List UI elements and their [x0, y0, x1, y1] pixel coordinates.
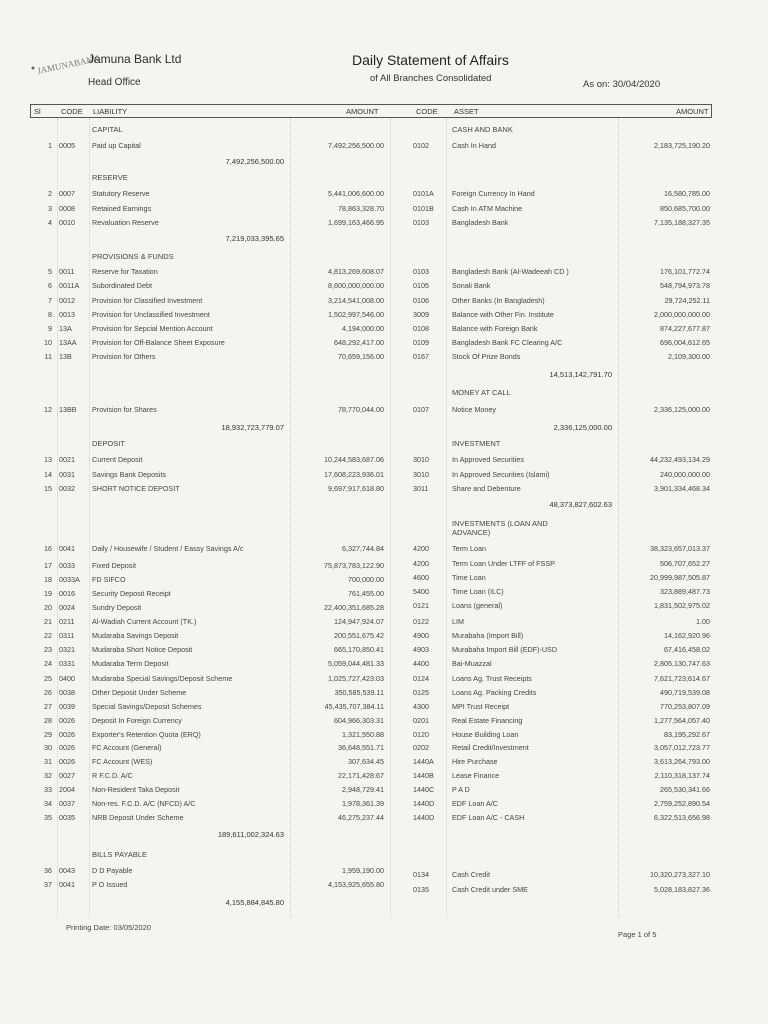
liability-code: 0400 — [59, 674, 75, 683]
asset-code: 0120 — [413, 730, 429, 739]
liability-name: FD SIFCO — [92, 575, 126, 584]
asset-code: 0103 — [413, 218, 429, 227]
asset-code: 4600 — [413, 573, 429, 582]
asset-subtotal: 48,373,827,602.63 — [549, 500, 612, 509]
asset-code: 0135 — [413, 885, 429, 894]
liability-amount: 9,697,917,618.80 — [328, 484, 384, 493]
liability-amount: 6,327,744.84 — [342, 544, 384, 553]
liability-code: 0011 — [59, 267, 75, 276]
asset-amount: 29,724,252.11 — [664, 296, 710, 305]
asset-code: 0122 — [413, 617, 429, 626]
liability-code: 0010 — [59, 218, 75, 227]
asset-amount: 2,110,318,137.74 — [654, 771, 710, 780]
liability-code: 0026 — [59, 716, 75, 725]
liability-sl: 12 — [44, 405, 52, 414]
liability-code: 0037 — [59, 799, 75, 808]
asset-name: Loans (general) — [452, 601, 503, 610]
asset-code: 3010 — [413, 455, 429, 464]
liability-sl: 15 — [44, 484, 52, 493]
asset-name: MPI Trust Receipt — [452, 702, 510, 711]
asset-name: House Building Loan — [452, 730, 519, 739]
liability-code: 0043 — [59, 866, 75, 875]
liability-section-heading: DEPOSIT — [92, 439, 125, 448]
col-asset: ASSET — [454, 107, 479, 116]
liability-sl: 18 — [44, 575, 52, 584]
asset-amount: 3,613,264,793.00 — [654, 757, 710, 766]
liability-sl: 37 — [44, 880, 52, 889]
liability-subtotal: 7,219,033,395.65 — [225, 234, 284, 243]
asset-name: Cash Credit — [452, 870, 490, 879]
liability-code: 0033 — [59, 561, 75, 570]
liability-section-heading: CAPITAL — [92, 125, 123, 134]
liability-code: 13A — [59, 324, 72, 333]
asset-code: 0202 — [413, 743, 429, 752]
liability-code: 0032 — [59, 484, 75, 493]
asset-amount: 7,135,188,327.35 — [654, 218, 710, 227]
liability-amount: 2,948,729.41 — [342, 785, 384, 794]
liability-code: 0013 — [59, 310, 75, 319]
col-code-asset: CODE — [416, 107, 438, 116]
page-subtitle: of All Branches Consolidated — [370, 73, 492, 84]
asset-amount: 1.00 — [696, 617, 710, 626]
liability-sl: 3 — [48, 204, 52, 213]
column-divider — [290, 118, 291, 918]
asset-code: 0107 — [413, 405, 429, 414]
liability-name: Exporter's Retention Quota (ERQ) — [92, 730, 201, 739]
svg-text:JAMUNABANK: JAMUNABANK — [36, 53, 101, 76]
liability-amount: 7,492,256,500.00 — [328, 141, 384, 150]
liability-amount: 78,863,328.70 — [338, 204, 384, 213]
asset-amount: 770,253,807.09 — [660, 702, 710, 711]
liability-code: 0041 — [59, 880, 75, 889]
asset-name: Sonali Bank — [452, 281, 491, 290]
col-amount: AMOUNT — [346, 107, 379, 116]
asset-name: Murabaha (Import Bill) — [452, 631, 524, 640]
liability-sl: 27 — [44, 702, 52, 711]
asset-name: Cash Credit under SME — [452, 885, 528, 894]
liability-name: Al-Wadiah Current Account (TK.) — [92, 617, 197, 626]
asset-amount: 2,759,252,890.54 — [654, 799, 710, 808]
asset-name: Balance with Other Fin. Institute — [452, 310, 554, 319]
liability-subtotal: 4,155,884,845.80 — [225, 898, 284, 907]
liability-code: 0027 — [59, 771, 75, 780]
asset-amount: 506,707,652.27 — [660, 559, 710, 568]
liability-amount: 75,873,783,122.90 — [324, 561, 384, 570]
asset-amount: 240,000,000.00 — [660, 470, 710, 479]
liability-code: 0038 — [59, 688, 75, 697]
liability-sl: 20 — [44, 603, 52, 612]
liability-name: Deposit In Foreign Currency — [92, 716, 182, 725]
liability-sl: 8 — [48, 310, 52, 319]
liability-code: 0005 — [59, 141, 75, 150]
asset-amount: 83,195,292.67 — [664, 730, 710, 739]
asset-amount: 3,901,334,468.34 — [654, 484, 710, 493]
asset-name: Bangladesh Bank FC Clearing A/C — [452, 338, 563, 347]
liability-sl: 6 — [48, 281, 52, 290]
liability-sl: 36 — [44, 866, 52, 875]
liability-name: Mudaraba Short Notice Deposit — [92, 645, 193, 654]
asset-amount: 176,101,772.74 — [660, 267, 710, 276]
liability-section-heading: RESERVE — [92, 173, 128, 182]
liability-amount: 10,244,583,687.06 — [324, 455, 384, 464]
liability-sl: 16 — [44, 544, 52, 553]
liability-amount: 4,813,269,608.07 — [328, 267, 384, 276]
liability-sl: 26 — [44, 688, 52, 697]
liability-name: Retained Earnings — [92, 204, 152, 213]
asset-name: In Approved Securities — [452, 455, 524, 464]
asset-name: Stock Of Prize Bonds — [452, 352, 521, 361]
asset-amount: 20,999,987,505.87 — [650, 573, 710, 582]
liability-sl: 28 — [44, 716, 52, 725]
liability-name: Current Deposit — [92, 455, 143, 464]
liability-name: Provision for Others — [92, 352, 156, 361]
asset-name: EDF Loan A/C - CASH — [452, 813, 525, 822]
liability-code: 0331 — [59, 659, 75, 668]
asset-code: 4200 — [413, 544, 429, 553]
liability-sl: 14 — [44, 470, 52, 479]
liability-name: Security Deposit Receipt — [92, 589, 171, 598]
asset-name: Hire Purchase — [452, 757, 498, 766]
asset-name: Lease Finance — [452, 771, 500, 780]
liability-name: P O Issued — [92, 880, 128, 889]
liability-amount: 1,321,550.88 — [342, 730, 384, 739]
printing-date: Printing Date: 03/05/2020 — [66, 923, 152, 932]
liability-sl: 1 — [48, 141, 52, 150]
liability-section-heading: BILLS PAYABLE — [92, 850, 148, 859]
asset-code: 0105 — [413, 281, 429, 290]
asset-amount: 2,183,725,190.20 — [654, 141, 710, 150]
liability-amount: 46,275,237.44 — [338, 813, 384, 822]
asset-code: 3011 — [413, 484, 429, 493]
liability-amount: 5,441,006,600.00 — [328, 189, 384, 198]
liability-name: NRB Deposit Under Scheme — [92, 813, 184, 822]
liability-name: Provision for Classified Investment — [92, 296, 203, 305]
liability-sl: 4 — [48, 218, 52, 227]
liability-sl: 22 — [44, 631, 52, 640]
liability-name: Non-res. F.C.D. A/C (NFCD) A/C — [92, 799, 196, 808]
liability-code: 0039 — [59, 702, 75, 711]
liability-code: 13BB — [59, 405, 77, 414]
liability-name: Savings Bank Deposits — [92, 470, 166, 479]
asset-amount: 874,227,677.87 — [660, 324, 710, 333]
asset-code: 1440C — [413, 785, 435, 794]
asset-amount: 696,004,612.65 — [660, 338, 710, 347]
liability-sl: 24 — [44, 659, 52, 668]
liability-amount: 4,194,000.00 — [342, 324, 384, 333]
asset-section-heading: INVESTMENT — [452, 439, 501, 448]
liability-amount: 45,435,707,384.11 — [324, 702, 384, 711]
asset-amount: 67,416,458.02 — [664, 645, 710, 654]
liability-name: Paid up Capital — [92, 141, 141, 150]
liability-name: FC Account (WES) — [92, 757, 153, 766]
liability-code: 0011A — [59, 281, 80, 290]
liability-code: 0007 — [59, 189, 75, 198]
liability-name: SHORT NOTICE DEPOSIT — [92, 484, 180, 493]
liability-name: Mudaraba Special Savings/Deposit Scheme — [92, 674, 233, 683]
liability-sl: 23 — [44, 645, 52, 654]
liability-sl: 25 — [44, 674, 52, 683]
liability-amount: 36,648,551.71 — [338, 743, 384, 752]
col-sl: Sl — [34, 107, 41, 116]
liability-amount: 1,978,361.39 — [342, 799, 384, 808]
liability-sl: 9 — [48, 324, 52, 333]
liability-code: 0035 — [59, 813, 75, 822]
liability-code: 0016 — [59, 589, 75, 598]
liability-amount: 200,551,675.42 — [334, 631, 384, 640]
liability-amount: 17,608,223,936.01 — [324, 470, 384, 479]
liability-sl: 11 — [44, 352, 52, 361]
asset-code: 1440D — [413, 799, 435, 808]
asset-name: Share and Debenture — [452, 484, 521, 493]
liability-name: Subordinated Debt — [92, 281, 152, 290]
liability-amount: 5,059,044,481.33 — [328, 659, 384, 668]
asset-name: Retail Credit/Investment — [452, 743, 529, 752]
col-amount-asset: AMOUNT — [676, 107, 709, 116]
liability-name: Statutory Reserve — [92, 189, 150, 198]
liability-amount: 604,966,303.31 — [334, 716, 384, 725]
asset-amount: 2,805,130,747.63 — [654, 659, 710, 668]
asset-code: 0109 — [413, 338, 429, 347]
asset-amount: 1,831,502,975.02 — [654, 601, 710, 610]
liability-amount: 22,171,428.67 — [338, 771, 384, 780]
asset-name: Bai-Muazzal — [452, 659, 492, 668]
asset-name: Loans Ag. Trust Receipts — [452, 674, 532, 683]
asset-code: 1440D — [413, 813, 435, 822]
asset-code: 3009 — [413, 310, 429, 319]
liability-amount: 78,770,044.00 — [338, 405, 384, 414]
liability-name: Revaluation Reserve — [92, 218, 159, 227]
liability-name: Other Deposit Under Scheme — [92, 688, 187, 697]
liability-name: Non-Resident Taka Deposit — [92, 785, 180, 794]
asset-amount: 6,322,513,656.98 — [654, 813, 710, 822]
liability-section-heading: PROVISIONS & FUNDS — [92, 252, 174, 261]
asset-code: 0102 — [413, 141, 429, 150]
asset-amount: 2,109,300.00 — [668, 352, 710, 361]
asset-code: 0103 — [413, 267, 429, 276]
asset-name: Cash In ATM Machine — [452, 204, 523, 213]
asset-amount: 548,794,973.78 — [660, 281, 710, 290]
liability-sl: 34 — [44, 799, 52, 808]
liability-name: Provision for Off-Balance Sheet Exposure — [92, 338, 225, 347]
asset-amount: 5,028,183,827.36 — [654, 885, 710, 894]
asset-amount: 3,057,012,723.77 — [654, 743, 710, 752]
asset-name: EDF Loan A/C — [452, 799, 498, 808]
liability-code: 0021 — [59, 455, 75, 464]
liability-code: 0026 — [59, 743, 75, 752]
liability-sl: 32 — [44, 771, 52, 780]
liability-sl: 10 — [44, 338, 52, 347]
asset-name: Bangladesh Bank (Al-Wadeeah CD ) — [452, 267, 569, 276]
liability-amount: 700,000.00 — [348, 575, 384, 584]
asset-name: Murabaha Import Bill (EDF)-USD — [452, 645, 558, 654]
asset-amount: 10,320,273,327.10 — [650, 870, 710, 879]
liability-code: 0026 — [59, 730, 75, 739]
liability-name: R F.C.D. A/C — [92, 771, 133, 780]
asset-code: 4900 — [413, 631, 429, 640]
asset-name: Time Loan — [452, 573, 486, 582]
asset-name: P A D — [452, 785, 470, 794]
liability-amount: 648,292,417.00 — [334, 338, 384, 347]
liability-name: Fixed Deposit — [92, 561, 136, 570]
asset-code: 4300 — [413, 702, 429, 711]
asset-code: 0201 — [413, 716, 429, 725]
liability-code: 0311 — [59, 631, 75, 640]
liability-name: Mudaraba Term Deposit — [92, 659, 169, 668]
asset-name: Balance with Foreign Bank — [452, 324, 538, 333]
liability-amount: 350,585,539.11 — [334, 688, 384, 697]
asset-amount: 16,580,785.00 — [664, 189, 710, 198]
asset-amount: 265,530,341.66 — [660, 785, 710, 794]
liability-amount: 22,400,351,685.28 — [324, 603, 384, 612]
col-liability: LIABILITY — [93, 107, 128, 116]
asset-code: 3010 — [413, 470, 429, 479]
asset-section-heading: CASH AND BANK — [452, 125, 513, 134]
liability-name: Mudaraba Savings Deposit — [92, 631, 179, 640]
asset-name: Loans Ag. Packing Credits — [452, 688, 537, 697]
asset-name: Term Loan — [452, 544, 486, 553]
asset-name: Cash In Hand — [452, 141, 496, 150]
asset-amount: 2,336,125,000.00 — [654, 405, 710, 414]
asset-section-heading: INVESTMENTS (LOAN AND ADVANCE) — [452, 519, 548, 537]
asset-code: 1440B — [413, 771, 434, 780]
asset-amount: 14,162,920.96 — [664, 631, 710, 640]
asset-code: 0125 — [413, 688, 429, 697]
liability-amount: 1,502,997,546.00 — [328, 310, 384, 319]
asset-code: 1440A — [413, 757, 434, 766]
column-divider — [618, 118, 619, 918]
liability-name: Reserve for Taxation — [92, 267, 158, 276]
liability-amount: 665,170,850.41 — [334, 645, 384, 654]
asset-amount: 44,232,493,134.29 — [650, 455, 710, 464]
liability-amount: 4,153,925,655.80 — [328, 880, 384, 889]
liability-name: Sundry Deposit — [92, 603, 142, 612]
liability-sl: 35 — [44, 813, 52, 822]
asset-amount: 850,685,700.00 — [660, 204, 710, 213]
column-divider — [446, 118, 447, 918]
liability-code: 0211 — [59, 617, 75, 626]
liability-sl: 31 — [44, 757, 52, 766]
jamuna-bank-logo — [30, 46, 101, 86]
asset-code: 4400 — [413, 659, 429, 668]
liability-subtotal: 7,492,256,500.00 — [225, 157, 284, 166]
liability-code: 0026 — [59, 757, 75, 766]
asset-code: 0101B — [413, 204, 434, 213]
asset-amount: 1,277,564,057.40 — [654, 716, 710, 725]
liability-code: 0008 — [59, 204, 75, 213]
asset-name: Term Loan Under LTFF of FSSP — [452, 559, 555, 568]
liability-amount: 124,947,924.07 — [334, 617, 384, 626]
asset-name: Bangladesh Bank — [452, 218, 509, 227]
liability-amount: 1,699,163,466.95 — [328, 218, 384, 227]
asset-name: Real Estate Financing — [452, 716, 523, 725]
liability-name: Daily / Housewife / Student / Eassy Savings A/c — [92, 544, 244, 553]
asset-amount: 2,000,000,000.00 — [654, 310, 710, 319]
liability-sl: 7 — [48, 296, 52, 305]
liability-name: D D Payable — [92, 866, 133, 875]
page-number: Page 1 of 5 — [618, 930, 657, 939]
asset-subtotal: 14,513,142,791.70 — [549, 370, 612, 379]
asset-subtotal: 2,336,125,000.00 — [553, 423, 612, 432]
asset-code: 0167 — [413, 352, 429, 361]
liability-name: Provision for Unclassified Investment — [92, 310, 210, 319]
liability-name: FC Account (General) — [92, 743, 162, 752]
asset-code: 0121 — [413, 601, 429, 610]
liability-sl: 13 — [44, 455, 52, 464]
liability-code: 0031 — [59, 470, 75, 479]
liability-sl: 19 — [44, 589, 52, 598]
liability-sl: 29 — [44, 730, 52, 739]
asset-name: In Approved Securities (Islami) — [452, 470, 550, 479]
asset-section-heading: MONEY AT CALL — [452, 388, 511, 397]
asset-name: Time Loan (ILC) — [452, 587, 504, 596]
as-on-date: As on: 30/04/2020 — [583, 79, 661, 90]
liability-amount: 8,600,000,000.00 — [328, 281, 384, 290]
liability-code: 2004 — [59, 785, 75, 794]
asset-amount: 323,889,487.73 — [660, 587, 710, 596]
liability-name: Special Savings/Deposit Schemes — [92, 702, 202, 711]
col-code: CODE — [61, 107, 83, 116]
liability-amount: 307,634.45 — [348, 757, 384, 766]
liability-sl: 5 — [48, 267, 52, 276]
column-divider — [57, 118, 58, 918]
liability-sl: 33 — [44, 785, 52, 794]
liability-sl: 30 — [44, 743, 52, 752]
liability-code: 0033A — [59, 575, 80, 584]
liability-subtotal: 18,932,723,779.07 — [221, 423, 284, 432]
liability-code: 0041 — [59, 544, 75, 553]
bank-name: Jamuna Bank Ltd — [88, 52, 182, 66]
liability-code: 0321 — [59, 645, 75, 654]
liability-amount: 1,025,727,423.03 — [328, 674, 384, 683]
asset-code: 0106 — [413, 296, 429, 305]
liability-code: 13AA — [59, 338, 77, 347]
asset-code: 4200 — [413, 559, 429, 568]
column-divider — [390, 118, 391, 918]
asset-amount: 38,323,657,013.37 — [650, 544, 710, 553]
liability-code: 0012 — [59, 296, 75, 305]
liability-code: 13B — [59, 352, 72, 361]
liability-amount: 3,214,541,008.00 — [328, 296, 384, 305]
liability-sl: 17 — [44, 561, 52, 570]
column-divider — [89, 118, 90, 918]
liability-amount: 761,455.00 — [348, 589, 384, 598]
liability-sl: 21 — [44, 617, 52, 626]
asset-name: Foreign Currency In Hand — [452, 189, 535, 198]
liability-name: Provision for Sepcial Mention Account — [92, 324, 213, 333]
liability-subtotal: 189,611,002,324.63 — [217, 830, 284, 839]
column-header — [30, 104, 712, 118]
liability-code: 0024 — [59, 603, 75, 612]
asset-code: 0134 — [413, 870, 429, 879]
asset-code: 4903 — [413, 645, 429, 654]
asset-name: Notice Money — [452, 405, 496, 414]
asset-amount: 490,719,539.08 — [660, 688, 710, 697]
liability-name: Provision for Shares — [92, 405, 157, 414]
asset-code: 5400 — [413, 587, 429, 596]
liability-amount: 1,959,190.00 — [342, 866, 384, 875]
asset-code: 0108 — [413, 324, 429, 333]
asset-name: LIM — [452, 617, 464, 626]
asset-code: 0124 — [413, 674, 429, 683]
page-title: Daily Statement of Affairs — [352, 52, 509, 68]
asset-code: 0101A — [413, 189, 434, 198]
liability-amount: 70,659,156.00 — [338, 352, 384, 361]
asset-name: Other Banks (In Bangladesh) — [452, 296, 545, 305]
office-name: Head Office — [88, 77, 141, 88]
asset-amount: 7,621,723,614.67 — [654, 674, 710, 683]
liability-sl: 2 — [48, 189, 52, 198]
